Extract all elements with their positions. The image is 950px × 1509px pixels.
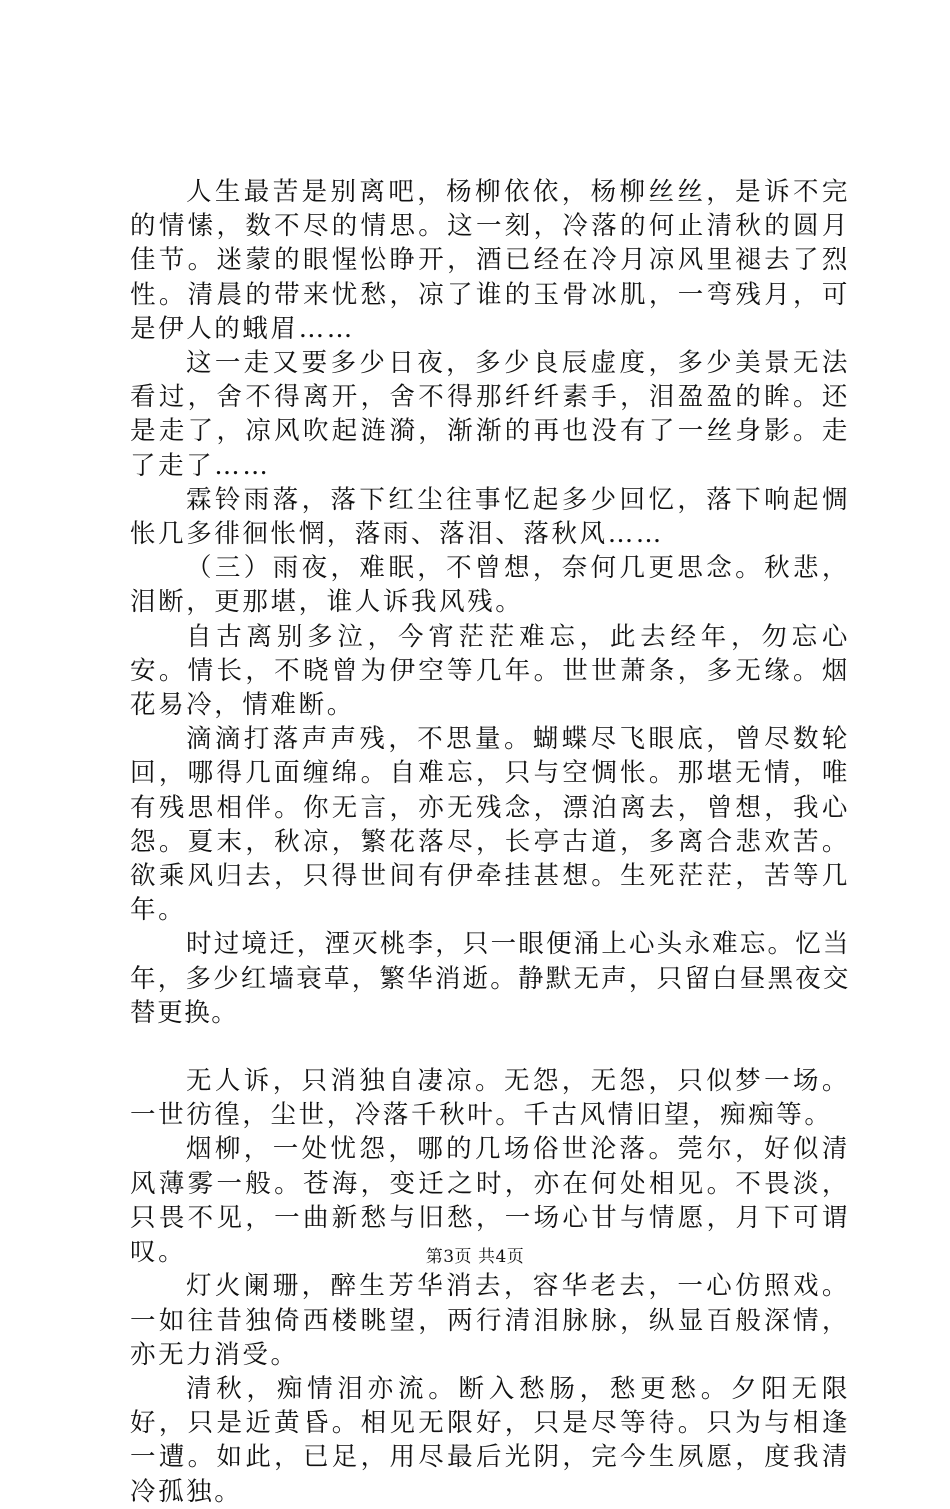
- paragraph-4: （三）雨夜，难眠，不曾想，奈何几更思念。秋悲，泪断，更那堪，谁人诉我风残。: [130, 553, 850, 618]
- page-number-footer: 第3页 共4页: [425, 1247, 525, 1267]
- paragraph-5: 自古离别多泣，今宵茫茫难忘，此去经年，勿忘心安。情长，不晓曾为伊空等几年。世世萧条，多无缘。烟花易冷，情难断。: [130, 621, 850, 721]
- paragraph-8: 无人诉，只消独自凄凉。无怨，无怨，只似梦一场。一世彷徨，尘世，冷落千秋叶。千古风情旧望，痴痴等。: [130, 1066, 850, 1131]
- paragraph-11: 清秋，痴情泪亦流。断入愁肠，愁更愁。夕阳无限好，只是近黄昏。相见无限好，只是尽等待。只为与相逢一遭。如此，已足，用尽最后光阴，完今生夙愿，度我清冷孤独。: [130, 1373, 850, 1507]
- paragraph-10: 灯火阑珊，醉生芳华消去，容华老去，一心仿照戏。一如往昔独倚西楼眺望，两行清泪脉脉，纵显百般深情，亦无力消受。: [130, 1271, 850, 1370]
- document-body: [130, 175, 850, 1509]
- paragraph-2: 这一走又要多少日夜，多少良辰虚度，多少美景无法看过，舍不得离开，舍不得那纤纤素手，泪盈盈的眸。还是走了，凉风吹起涟漪，渐渐的再也没有了一丝身影。走了走了……: [130, 348, 850, 481]
- paragraph-6: 滴滴打落声声残，不思量。蝴蝶尽飞眼底，曾尽数轮回，哪得几面缠绵。自难忘，只与空惆怅。那堪无情，唯有残思相伴。你无言，亦无残念，漂泊离去，曾想，我心怨。夏末，秋凉，繁花落尽，长亭古道，多离合悲欢苦。欲乘风归去，只得世间有伊牵挂甚想。生死茫茫，苦等几年。: [130, 724, 850, 926]
- paragraph-3: 霖铃雨落，落下红尘往事忆起多少回忆，落下响起惆怅几多徘徊怅惘，落雨、落泪、落秋风……: [130, 484, 850, 550]
- paragraph-9: 烟柳，一处忧怨，哪的几场俗世沦落。莞尔，好似清风薄雾一般。苍海，变迁之时，亦在何处相见。不畏淡，只畏不见，一曲新愁与旧愁，一场心甘与情愿，月下可谓叹。: [130, 1134, 850, 1268]
- paragraph-1: 人生最苦是别离吧，杨柳依依，杨柳丝丝，是诉不完的情愫，数不尽的情思。这一刻，冷落的何止清秋的圆月佳节。迷蒙的眼惺忪睁开，酒已经在冷月凉风里褪去了烈性。清晨的带来忧愁，凉了谁的玉骨冰肌，一弯残月，可是伊人的蛾眉……: [130, 177, 850, 344]
- paragraph-gap: [130, 1030, 850, 1064]
- paragraph-7: 时过境迁，湮灭桃李，只一眼便涌上心头永难忘。忆当年，多少红墙衰草，繁华消逝。静默无声，只留白昼黑夜交替更换。: [130, 929, 850, 1028]
